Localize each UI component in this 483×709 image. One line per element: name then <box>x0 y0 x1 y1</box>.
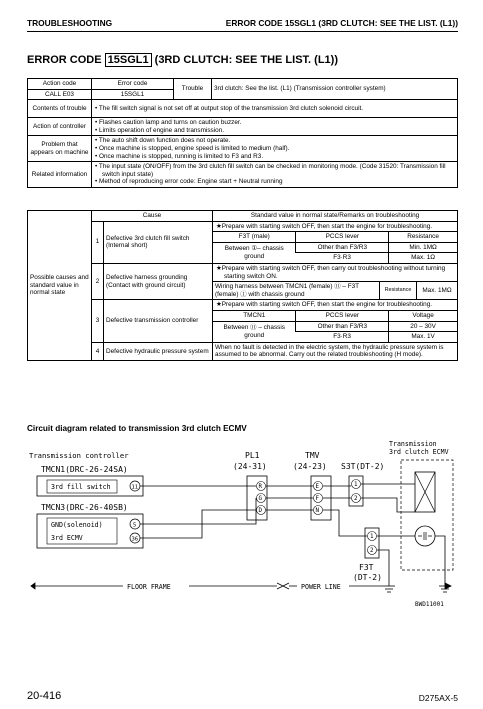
wiring-text: Wiring harness between TMCN1 (female) ⑪ – F3T (female) ① with chassis ground <box>213 282 379 300</box>
action-code-label: Action code <box>28 79 92 90</box>
svg-text:G: G <box>258 496 262 502</box>
causes-table <box>27 210 458 361</box>
standard-cell <box>213 221 458 263</box>
circuit-diagram <box>27 436 458 614</box>
ecmv-title: Transmission <box>389 440 437 448</box>
measure-table: F3T (male) PCCS lever Resistance Between ①– chassis ground Other than F3/R3 Min. 1MΩ F3·R3 Max. 1Ω <box>213 231 457 263</box>
svg-text:N: N <box>315 508 319 514</box>
svg-text:(DT-2): (DT-2) <box>353 573 382 582</box>
cause-text: Defective 3rd clutch fill switch (Internal short) <box>104 221 213 263</box>
svg-text:(24-23): (24-23) <box>293 462 327 471</box>
related-label: Related information <box>28 162 92 188</box>
page-number: 20-416 <box>27 690 62 702</box>
section-label: TROUBLESHOOTING <box>27 18 113 28</box>
contents-label: Contents of trouble <box>28 100 92 118</box>
error-code-value: 15SGL1 <box>92 89 174 100</box>
causes-side-label: Possible causes and standard value in normal state <box>28 211 92 361</box>
svg-text:2: 2 <box>354 496 358 502</box>
svg-text:1: 1 <box>354 482 358 488</box>
model-number: D275AX-5 <box>418 693 458 703</box>
circuit-title: Circuit diagram related to transmission 3rd clutch ECMV <box>27 424 247 433</box>
standard-cell <box>213 300 458 342</box>
action-label: Action of controller <box>28 118 92 136</box>
cause-number: 4 <box>92 342 104 360</box>
trouble-label: Trouble <box>174 79 212 100</box>
header-rule <box>27 31 458 32</box>
ecmv-label: 3rd ECMV <box>51 534 83 542</box>
svg-text:(24-31): (24-31) <box>233 462 267 471</box>
problem-list: • The auto shift down function does not operate. • Once machine is stopped, engine speed is limited to medium (half). • Once machine is stopped, running is limited to F3 and R3. <box>92 136 458 162</box>
measure-table: TMCN1 PCCS lever Voltage Between ⑪ – chassis ground Other than F3/R3 20 – 30V F3·R3 Max. 1V <box>213 310 457 342</box>
floor-frame-label: FLOOR FRAME <box>127 583 171 591</box>
controller-label: Transmission controller <box>29 451 129 460</box>
drawing-code: BWD11001 <box>415 601 444 608</box>
prep-note: ★Prepare with starting switch OFF, then start the engine for troubleshooting. <box>216 301 433 309</box>
trouble-info-table <box>27 78 458 188</box>
svg-text:R: R <box>258 484 262 490</box>
standard-cell <box>213 263 458 299</box>
cause-text: Defective transmission controller <box>104 300 213 342</box>
cause-header: Cause <box>92 211 213 222</box>
tmcn1-label: TMCN1(DRC-26-24SA) <box>41 465 128 474</box>
svg-text:36: 36 <box>131 536 139 543</box>
cause-text: Defective hydraulic pressure system <box>104 342 213 360</box>
svg-text:5: 5 <box>133 522 137 529</box>
prep-note: ★Prepare with starting switch OFF, then carry out troubleshooting without turning starting switch ON. <box>216 264 446 280</box>
cause-text: Defective harness grounding (Contact with ground circuit) <box>104 263 213 299</box>
problem-label: Problem that appears on machine <box>28 136 92 162</box>
svg-text:1: 1 <box>370 534 374 540</box>
svg-text:11: 11 <box>131 484 139 491</box>
pl1-label: PL1 <box>245 451 260 460</box>
wiring <box>140 484 445 586</box>
cause-number: 3 <box>92 300 104 342</box>
prep-note: ★Prepare with starting switch OFF, then start the engine for troubleshooting. <box>216 222 433 230</box>
gnd-solenoid-label: GND(solenoid) <box>51 521 103 529</box>
between-label: Between ⑪ – chassis ground <box>213 321 296 342</box>
page-title: ERROR CODE 15SGL1 (3RD CLUTCH: SEE THE LIST. (L1)) <box>27 54 338 66</box>
contents-text: • The fill switch signal is not set off at output stop of the transmission 3rd clutch solenoid circuit. <box>92 100 458 118</box>
related-list: • The input state (ON/OFF) from the 3rd clutch fill switch can be checked in monitoring mode. (Code 31520: Transmission fill switch input state) • Method of reproducing error code: Engine start + Neutral running <box>92 162 458 188</box>
action-list: • Flashes caution lamp and turns on caution buzzer. • Limits operation of engine and transmission. <box>92 118 458 136</box>
cause-number: 1 <box>92 221 104 263</box>
tmv-label: TMV <box>305 451 320 460</box>
standard-header: Standard value in normal state/Remarks on troubleshooting <box>213 211 458 222</box>
power-line-label: POWER LINE <box>301 583 341 591</box>
cause-number: 2 <box>92 263 104 299</box>
header-error-code: ERROR CODE 15SGL1 (3RD CLUTCH: SEE THE LIST. (L1)) <box>225 18 458 28</box>
ground-icon <box>383 586 451 592</box>
s3t-label: S3T(DT-2) <box>341 462 385 471</box>
fill-switch-label: 3rd fill switch <box>51 483 111 491</box>
svg-text:3rd clutch ECMV: 3rd clutch ECMV <box>389 448 449 456</box>
trouble-text: 3rd clutch: See the list. (L1) (Transmission controller system) <box>212 79 458 100</box>
measure-table: Wiring harness between TMCN1 (female) ⑪ – F3T (female) ① with chassis ground Resistance Max. 1MΩ <box>213 281 457 299</box>
action-code-value: CALL E03 <box>28 89 92 100</box>
error-code-box: 15SGL1 <box>105 53 152 67</box>
svg-text:F: F <box>315 496 319 502</box>
svg-text:D: D <box>258 508 262 514</box>
f3t-label: F3T <box>359 563 374 572</box>
svg-text:2: 2 <box>370 548 374 554</box>
svg-text:E: E <box>315 484 319 490</box>
standard-text: When no fault is detected in the electric system, the hydraulic pressure system is assumed to be abnormal. Carry out the related troubleshooting (H mode). <box>213 342 458 360</box>
tmcn3-label: TMCN3(DRC-26-40SB) <box>41 503 128 512</box>
between-label: Between ①– chassis ground <box>213 242 296 263</box>
tmcn3-box <box>37 514 143 548</box>
error-code-label: Error code <box>92 79 174 90</box>
